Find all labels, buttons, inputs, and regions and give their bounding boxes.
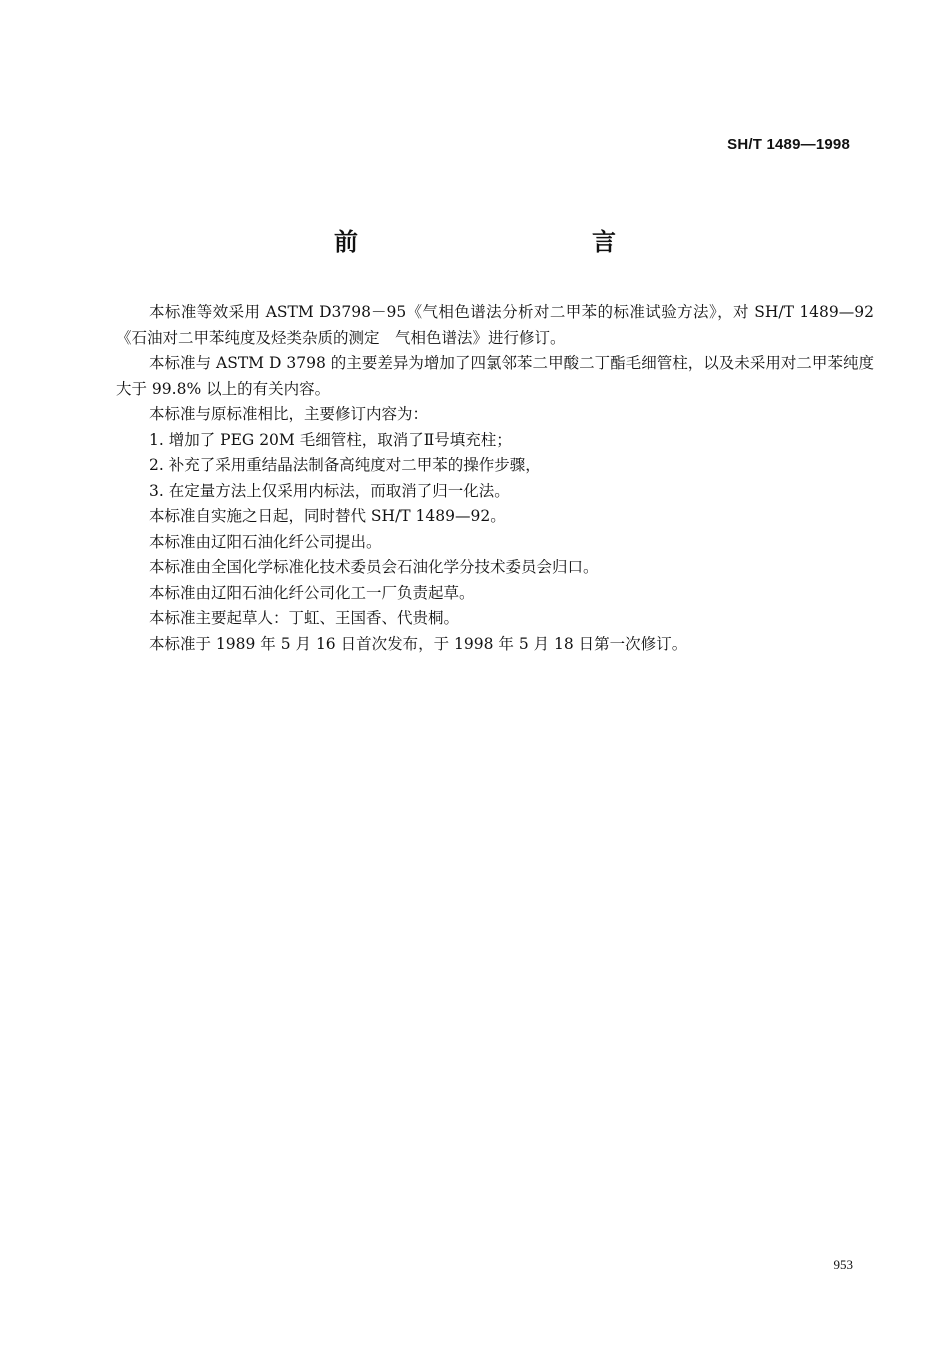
standard-code: SH/T 1489—1998: [727, 136, 850, 153]
list-item-3: 3. 在定量方法上仅采用内标法，而取消了归一化法。: [149, 481, 510, 500]
foreword-body: [116, 300, 874, 657]
paragraph-8: 本标准主要起草人：丁虹、王国香、代贵桐。: [149, 609, 460, 627]
paragraph-5: 本标准由辽阳石油化纤公司提出。: [149, 532, 382, 551]
list-item-2: 2. 补充了采用重结晶法制备高纯度对二甲苯的操作步骤，: [149, 456, 541, 474]
paragraph-6: 本标准由全国化学标准化技术委员会石油化学分技术委员会归口。: [149, 558, 599, 576]
list-item-1: 1. 增加了 PEG 20M 毛细管柱，取消了Ⅱ号填充柱；: [149, 430, 512, 449]
page-title: 前 言: [334, 228, 678, 256]
paragraph-1: 本标准等效采用 ASTM D3798－95《气相色谱法分析对二甲苯的标准试验方法》，对 SH/T 1489—92《石油对二甲苯纯度及烃类杂质的测定 气相色谱法》进行修订。: [116, 303, 874, 347]
paragraph-2: 本标准与 ASTM D 3798 的主要差异为增加了四氯邻苯二甲酸二丁酯毛细管柱，以及未采用对二甲苯纯度大于 99.8% 以上的有关内容。: [116, 354, 874, 398]
paragraph-7: 本标准由辽阳石油化纤公司化工一厂负责起草。: [149, 583, 475, 602]
paragraph-3: 本标准与原标准相比，主要修订内容为：: [149, 405, 429, 423]
paragraph-9: 本标准于 1989 年 5 月 16 日首次发布，于 1998 年 5 月 18 日第一次修订。: [149, 634, 688, 653]
page-number: 953: [833, 1257, 853, 1272]
paragraph-4: 本标准自实施之日起，同时替代 SH/T 1489—92。: [149, 507, 506, 525]
